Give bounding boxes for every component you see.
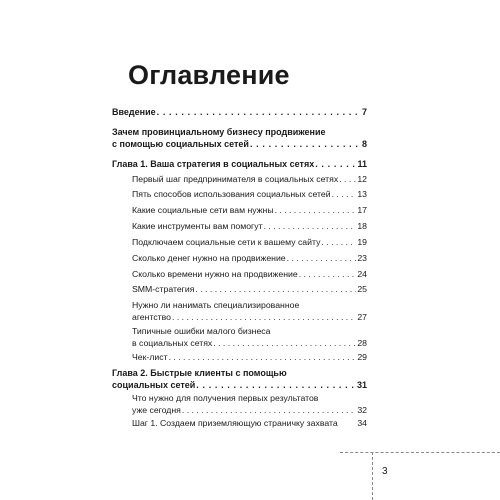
toc-entry-label: SMM-стратегия [132,284,195,294]
toc-entry-label: Какие инструменты вам помогут [132,221,263,231]
toc-entry-label: Первый шаг предпринимателя в социальных сетях [132,174,339,184]
toc-entry-page: 7 [361,107,367,117]
toc-entry-label: Что нужно для получения первых результатов [132,393,319,403]
toc-entry-label: Какие социальные сети вам нужны [132,205,274,215]
toc-entry-page: 28 [357,337,367,348]
toc-entry-label: Глава 1. Ваша стратегия в социальных сетях [112,159,315,169]
toc-entry-label: Сколько денег нужно на продвижение [132,253,286,263]
page-corner-guide-horizontal [340,452,500,453]
toc-entry-label: Введение [112,107,156,117]
toc-entry[interactable] [112,107,367,119]
dot-leader [250,139,361,151]
dot-leader [275,205,357,217]
toc-entry-label: уже сегодня [132,404,181,415]
page-corner-guide-vertical [372,452,373,500]
toc-entry-label: Нужно ли нанимать специализированное [132,300,300,310]
dot-leader [182,405,356,417]
dot-leader [196,380,356,392]
dot-leader [315,159,356,171]
dot-leader [321,237,356,249]
toc-entry-label: Глава 2. Быстрые клиенты с помощью [112,368,287,378]
toc-entry-page: 18 [357,221,367,231]
toc-entry[interactable] [112,159,367,171]
toc-entry-page: 13 [357,189,367,199]
toc-entry-page: 11 [357,159,367,169]
toc-entry-page: 12 [357,174,367,184]
toc-entry-label: Зачем провинциальному бизнесу продвижение [112,127,326,137]
toc-entry-page: 23 [357,253,367,263]
toc-entry-label: агентство [132,311,171,322]
toc-entry-label: с помощью социальных сетей [112,138,249,149]
toc-entry-page: 25 [357,284,367,294]
toc-entry-label: Шаг 1. Создаем приземляющую страничку захвата [132,418,338,428]
toc-entry-label: Пять способов использования социальных сетей [132,189,331,199]
page-number: 3 [382,466,388,477]
toc-entry[interactable] [132,284,367,296]
dot-leader [157,107,361,119]
dot-leader [172,312,356,324]
toc-entry-label: Чек-лист [132,352,168,362]
dot-leader [264,221,357,233]
toc-entry-page: 17 [357,205,367,215]
toc-entry[interactable] [132,393,367,416]
dot-leader [299,269,357,281]
toc-entry-page: 19 [357,237,367,247]
toc-entry-page: 8 [361,138,367,149]
toc-entry[interactable] [132,174,367,186]
toc-entry-label: Сколько времени нужно на продвижение [132,269,298,279]
toc-entry-label: социальных сетей [112,379,196,390]
toc-entry[interactable] [132,326,367,349]
toc-entry-label: Подключаем социальные сети к вашему сайту [132,237,321,247]
dot-leader [339,174,356,186]
toc-entry[interactable] [132,418,367,430]
toc-entry[interactable] [112,127,367,150]
toc-entry[interactable] [132,189,367,201]
toc-entry[interactable] [132,205,367,217]
toc-entry-page: 24 [357,269,367,279]
dot-leader [332,189,357,201]
dot-leader [195,284,356,296]
toc-entry[interactable] [132,269,367,281]
toc-entry[interactable] [112,368,367,391]
toc-entry[interactable] [132,221,367,233]
toc-entry[interactable] [132,352,367,364]
toc-entry[interactable] [132,237,367,249]
toc-entry-page: 34 [357,418,367,428]
toc-entry-label: Типичные ошибки малого бизнеса [132,326,271,336]
toc-entry-page: 29 [357,352,367,362]
dot-leader [169,352,357,364]
toc-entry-page: 32 [357,404,367,415]
dot-leader [213,338,356,350]
page-title: Оглавление [128,60,290,90]
toc-entry-page: 27 [357,311,367,322]
toc-entry-page: 31 [356,379,367,390]
toc-entry[interactable] [132,300,367,323]
dot-leader [287,253,357,265]
toc-entry-label: в социальных сетях [132,337,213,348]
toc-entry[interactable] [132,253,367,265]
